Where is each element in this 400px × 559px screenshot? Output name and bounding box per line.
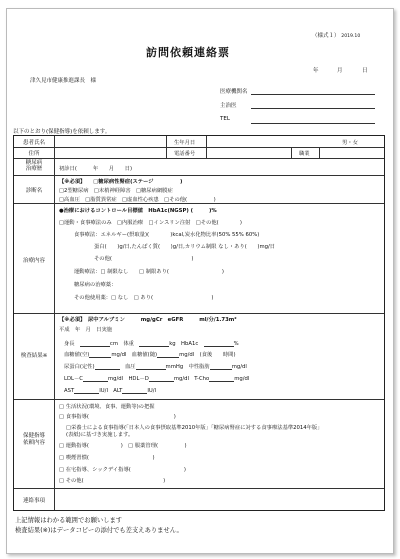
urine-bp-tg-row: 尿蛋白(定性) 血圧 mmHg 中性脂肪 mg/dl [64, 364, 247, 370]
treatment-type-row[interactable]: □運動・食事療法のみ □内服治療 □インスリン注射 □その他( ) [59, 220, 242, 226]
diagnosis-row-2[interactable]: □2型糖尿病 □末梢神経障害 □糖尿病網膜症 [59, 188, 173, 194]
height-weight-row: 身長 cm 体重 kg HbA1c % [64, 341, 239, 347]
guidance-item-1[interactable]: □ 生活状況(環境、食事、運動等)の把握 [59, 404, 155, 410]
tests-label: 検査結果※ [20, 353, 48, 359]
guidance-label: 保健指導 依頼内容 [22, 433, 45, 446]
diabetes-history-label: 糖尿病 治療歴 [25, 160, 43, 172]
liver-row: AST IU/l ALT IU/l [64, 388, 157, 394]
date-month: 月 [337, 68, 343, 74]
diagnosis-stage: 【※必須】 □糖尿病性腎症(ステージ ) [59, 179, 183, 185]
test-date-row: 平成 年 月 日実施 [59, 327, 113, 333]
doctor-field[interactable] [251, 108, 375, 109]
guidance-item-5[interactable]: □ 在宅指導、シックデイ指導( ) [59, 467, 186, 473]
date-day: 日 [362, 68, 368, 74]
hospital-label: 医療機関名 [220, 89, 248, 95]
guidance-item-3[interactable]: □ 運動指導( ) □ 服薬管理( ) [59, 443, 187, 449]
form-page [6, 8, 394, 554]
guidance-item-4[interactable]: □ 喫煙習慣( ) [59, 455, 155, 461]
hospital-field[interactable] [251, 94, 375, 95]
contact-label: 連絡事項 [22, 498, 45, 504]
doctor-label: 主治医 [220, 103, 237, 109]
diagnosis-label: 診断名 [25, 188, 43, 194]
diagnosis-row-3[interactable]: □高血圧 □脂質異常症 □虚血性心疾患 □その他( ) [59, 197, 216, 203]
request-text: 以下のとおり(保健指導)を依頼します。 [13, 129, 111, 135]
treatment-label: 治療内容 [22, 258, 45, 264]
footer-line-2: 検査結果(※)はデータコピーの添付でも差支えありません。 [15, 527, 183, 534]
blood-sugar-row: 血糖値(空) mg/dl 血糖値(随) mg/dl (食後 時間) [64, 352, 236, 358]
date-year: 年 [313, 68, 319, 74]
guidance-note-1[interactable]: □栄養士による食事指導(「日本人の食事摂取基準2010年版」「糖尿病腎症に対する食事療法基準2014年版」 [66, 425, 323, 431]
address-label: 住所 [28, 151, 40, 157]
sex-options[interactable]: 男・女 [342, 140, 358, 146]
control-goal: ●治療におけるコントロール目標値 HbA1c(NGSP) ( )% [59, 208, 217, 214]
guidance-item-6[interactable]: □ その他( ) [59, 478, 166, 484]
dob-label: 生年月日 [174, 140, 196, 146]
diet-other: その他( ) [94, 256, 194, 262]
recipient: 津久見市健康推進課長 様 [30, 78, 97, 84]
albumin-egfr-row: 【※必須】 尿中アルブミン mg/gCr eGFR ml/分/1.73m² [59, 317, 237, 323]
guidance-item-2[interactable]: □ 食事指導( ) [59, 414, 176, 420]
exercise-row[interactable]: 運動療法：□ 制限なし □ 制限あり( ) [74, 269, 224, 275]
patient-name-label: 患者氏名 [22, 140, 45, 146]
footer-line-1: 上記情報はわかる範囲でお願いします [15, 517, 123, 524]
tel-field[interactable] [251, 123, 375, 124]
page-title: 訪問依頼連絡票 [146, 46, 230, 59]
diet-protein-salt: 蛋白( )g/日,たんぱく質( )g/日,カリウム制限 なし・あり( )mg/日 [94, 244, 276, 250]
diabetes-drugs: 糖尿病の治療薬： [74, 282, 117, 288]
style-code: （様式１） 2019.10 [312, 33, 361, 39]
guidance-note-2: (表紙)に基づき実施します。 [66, 432, 134, 438]
diet-energy: 食事療法：エネルギー(摂取量)( )kcal,炭水化物比率(50% 55% 60%) [74, 232, 260, 238]
insurance-label: 職業 [299, 151, 310, 157]
other-drugs-row[interactable]: その他使用薬：□ なし □ あり( ) [74, 295, 214, 301]
lipid-row: LDL－C mg/dl HDL－D mg/dl T-Cho mg/dl [64, 376, 250, 382]
request-form-table [13, 135, 385, 511]
phone-label: 電話番号 [174, 151, 196, 157]
first-visit: 初診日( 年 月 日) [59, 166, 133, 172]
tel-label: TEL [220, 116, 230, 122]
